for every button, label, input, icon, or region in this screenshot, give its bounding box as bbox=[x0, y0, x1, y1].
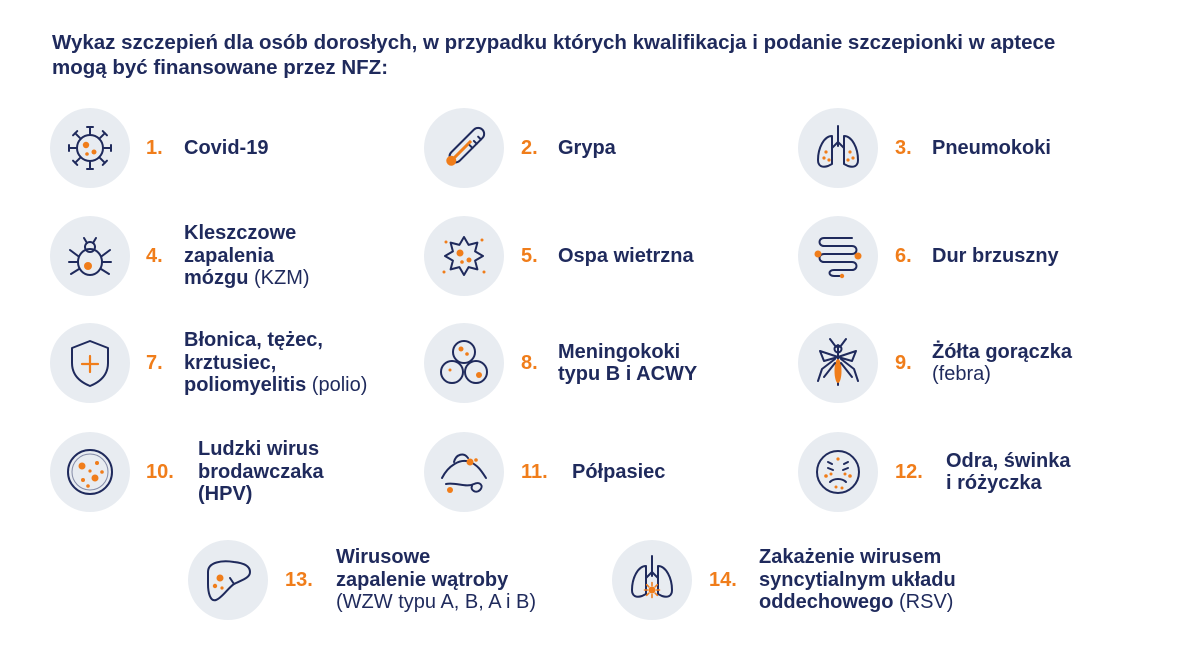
vaccine-label-line bbox=[759, 569, 956, 592]
tick-icon bbox=[50, 216, 130, 296]
vaccine-label-line bbox=[932, 341, 1072, 364]
vaccine-label-bold: oddechowego bbox=[759, 591, 894, 614]
vaccine-label bbox=[198, 432, 324, 512]
vaccine-label-line bbox=[759, 591, 956, 614]
vaccine-label-normal: (febra) bbox=[932, 363, 991, 385]
vaccine-number: 12. bbox=[895, 460, 923, 483]
vaccine-label-bold: (HPV) bbox=[198, 483, 253, 506]
vaccine-label-line bbox=[759, 546, 956, 569]
petri-dish-icon bbox=[50, 432, 130, 512]
vaccine-number: 3. bbox=[895, 136, 912, 159]
vaccine-label-line bbox=[336, 546, 536, 569]
vaccine-label-line bbox=[184, 267, 310, 290]
vaccine-label-line bbox=[336, 591, 536, 614]
nerve-rash-icon bbox=[424, 432, 504, 512]
vaccine-label-line bbox=[932, 137, 1051, 160]
vaccine-label-normal: (polio) bbox=[306, 374, 368, 397]
vaccine-label-line bbox=[558, 137, 616, 160]
vaccine-label-bold: poliomyelitis bbox=[184, 374, 307, 397]
vaccine-label-line bbox=[558, 363, 697, 386]
vaccine-number: 2. bbox=[521, 136, 538, 159]
vaccine-label bbox=[184, 216, 310, 296]
mosquito-icon bbox=[798, 323, 878, 403]
vaccine-label bbox=[184, 323, 367, 403]
vaccine-label-bold: Covid-19 bbox=[184, 136, 269, 159]
vaccine-label-bold: Wirusowe bbox=[336, 546, 431, 569]
vaccine-label-line bbox=[946, 472, 1071, 495]
vaccine-label-line bbox=[336, 569, 536, 592]
vaccine-label-normal: (RSV) bbox=[893, 591, 954, 614]
shield-icon bbox=[50, 323, 130, 403]
vaccine-number: 10. bbox=[146, 460, 174, 483]
vaccine-label bbox=[572, 432, 665, 512]
virus-icon bbox=[50, 108, 130, 188]
spiky-cell-icon bbox=[424, 216, 504, 296]
vaccine-label-line bbox=[558, 245, 694, 268]
vaccine-label bbox=[759, 540, 956, 620]
vaccine-number: 11. bbox=[521, 460, 548, 483]
vaccine-label-normal: (KZM) bbox=[248, 267, 310, 290]
vaccine-label-bold: zapalenie wątroby bbox=[336, 568, 509, 591]
vaccine-label-line bbox=[932, 363, 1072, 386]
cells-cluster-icon bbox=[424, 323, 504, 403]
vaccine-label-line bbox=[184, 137, 268, 160]
vaccine-number: 14. bbox=[709, 568, 737, 591]
vaccine-label-bold: Meningokoki bbox=[558, 340, 681, 363]
vaccine-label-bold: Zakażenie wirusem bbox=[759, 546, 942, 569]
vaccine-label-line bbox=[558, 341, 697, 364]
vaccine-label-bold: syncytialnym układu bbox=[759, 568, 956, 591]
vaccine-label-bold: brodawczaka bbox=[198, 460, 324, 483]
page-title-line-2: mogą być finansowane przez NFZ: bbox=[52, 56, 389, 79]
vaccine-label-bold: i różyczka bbox=[946, 472, 1042, 494]
vaccine-label-line bbox=[184, 245, 310, 268]
vaccine-label-line bbox=[184, 352, 367, 375]
vaccine-label-line bbox=[184, 222, 310, 245]
vaccine-label-line bbox=[198, 438, 324, 461]
vaccine-label-line bbox=[198, 461, 324, 484]
vaccine-label-bold: Ludzki wirus bbox=[198, 438, 320, 461]
vaccine-label-line bbox=[572, 461, 665, 484]
vaccine-label bbox=[336, 540, 536, 620]
page-title-line-1: Wykaz szczepień dla osób dorosłych, w przypadku których kwalifikacja i podanie szczepionki w aptece bbox=[52, 31, 1056, 54]
vaccine-number: 9. bbox=[895, 351, 912, 374]
vaccine-number: 6. bbox=[895, 244, 912, 267]
vaccine-label bbox=[184, 108, 268, 188]
vaccine-number: 13. bbox=[285, 568, 313, 591]
vaccine-label-bold: Pneumokoki bbox=[932, 136, 1051, 159]
vaccine-label bbox=[946, 432, 1071, 512]
sick-face-icon bbox=[798, 432, 878, 512]
vaccine-number: 4. bbox=[146, 244, 163, 267]
vaccine-label bbox=[558, 216, 694, 296]
vaccine-label-bold: Żółta gorączka bbox=[932, 340, 1073, 363]
vaccine-label-line bbox=[198, 483, 324, 506]
vaccine-label-bold: Dur brzuszny bbox=[932, 244, 1059, 267]
vaccine-label-normal: (WZW typu A, B, A i B) bbox=[336, 591, 537, 614]
vaccine-label bbox=[932, 216, 1059, 296]
vaccine-number: 7. bbox=[146, 351, 163, 374]
page-title bbox=[52, 30, 1152, 80]
vaccine-label bbox=[932, 108, 1051, 188]
vaccine-label bbox=[558, 323, 697, 403]
vaccine-label-line bbox=[184, 374, 367, 397]
vaccine-label-line bbox=[184, 329, 367, 352]
vaccine-label-bold: Ospa wietrzna bbox=[558, 244, 694, 267]
lungs-icon bbox=[798, 108, 878, 188]
vaccine-label-bold: krztusiec, bbox=[184, 351, 277, 374]
vaccine-label-bold: typu B i ACWY bbox=[558, 363, 698, 385]
vaccine-label-line bbox=[932, 245, 1059, 268]
vaccine-label-bold: Półpasiec bbox=[572, 460, 666, 483]
vaccine-number: 1. bbox=[146, 136, 163, 159]
vaccine-label bbox=[932, 323, 1072, 403]
lungs-virus-icon bbox=[612, 540, 692, 620]
vaccine-label-bold: mózgu bbox=[184, 267, 249, 290]
vaccine-label-bold: Grypa bbox=[558, 136, 616, 159]
vaccine-label bbox=[558, 108, 616, 188]
vaccine-number: 8. bbox=[521, 351, 538, 374]
vaccine-number: 5. bbox=[521, 244, 538, 267]
vaccine-label-bold: zapalenia bbox=[184, 244, 275, 267]
vaccine-label-line bbox=[946, 450, 1071, 473]
intestine-icon bbox=[798, 216, 878, 296]
thermometer-icon bbox=[424, 108, 504, 188]
liver-icon bbox=[188, 540, 268, 620]
vaccine-label-bold: Błonica, tężec, bbox=[184, 329, 323, 352]
vaccine-label-bold: Odra, świnka bbox=[946, 449, 1071, 472]
vaccine-label-bold: Kleszczowe bbox=[184, 222, 297, 245]
